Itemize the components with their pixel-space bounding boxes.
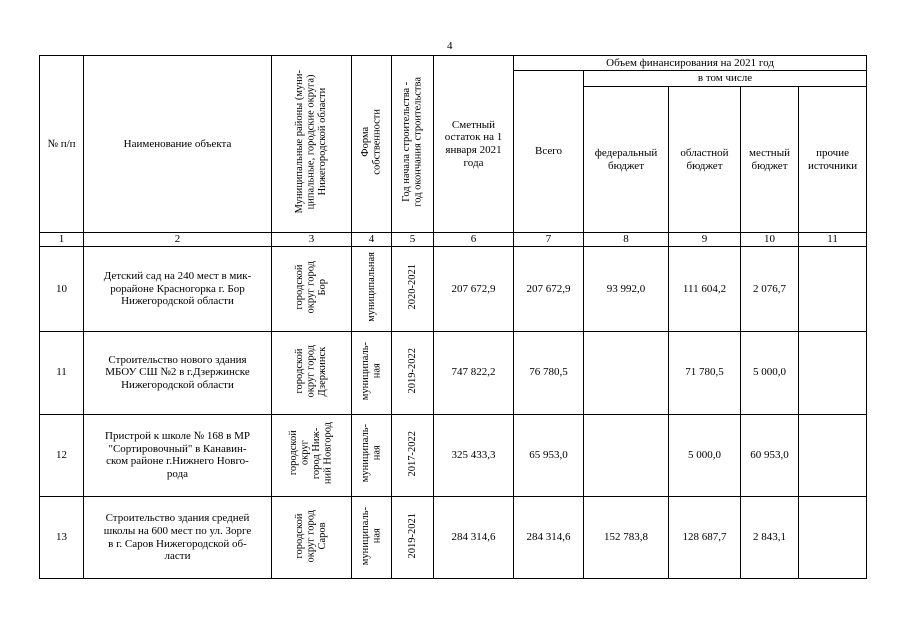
funding-table bbox=[39, 55, 867, 579]
row-estimate: 284 314,6 bbox=[434, 497, 514, 579]
row-years bbox=[392, 331, 434, 414]
row-other bbox=[799, 497, 867, 579]
col-number: 10 bbox=[741, 233, 799, 247]
header-ownership-text: Форма собственности bbox=[359, 109, 383, 176]
col-number: 9 bbox=[669, 233, 741, 247]
row-name: Детский сад на 240 мест в мик- рорайоне Красногорка г. Бор Нижегородской области bbox=[84, 247, 272, 332]
row-district bbox=[272, 414, 352, 497]
row-years-text: 2019-2021 bbox=[406, 513, 418, 559]
col-number: 5 bbox=[392, 233, 434, 247]
header-years bbox=[392, 56, 434, 233]
col-number: 1 bbox=[40, 233, 84, 247]
col-number: 7 bbox=[514, 233, 584, 247]
page-number: 4 bbox=[447, 40, 453, 52]
header-estimate: Сметный остаток на 1 января 2021 года bbox=[434, 56, 514, 233]
row-local: 2 843,1 bbox=[741, 497, 799, 579]
row-ownership-text: муниципаль- ная bbox=[359, 424, 383, 483]
row-regional: 71 780,5 bbox=[669, 331, 741, 414]
row-regional: 111 604,2 bbox=[669, 247, 741, 332]
row-num: 11 bbox=[40, 331, 84, 414]
row-regional: 128 687,7 bbox=[669, 497, 741, 579]
row-federal bbox=[584, 331, 669, 414]
row-district-text: городской округ город Дзержинск bbox=[294, 344, 329, 398]
row-ownership bbox=[352, 247, 392, 332]
row-district bbox=[272, 497, 352, 579]
header-funding-group: Объем финансирования на 2021 год bbox=[514, 56, 867, 71]
col-number: 3 bbox=[272, 233, 352, 247]
col-number: 6 bbox=[434, 233, 514, 247]
row-regional: 5 000,0 bbox=[669, 414, 741, 497]
row-local: 5 000,0 bbox=[741, 331, 799, 414]
row-years bbox=[392, 497, 434, 579]
header-ownership bbox=[352, 56, 392, 233]
row-ownership bbox=[352, 414, 392, 497]
row-years-text: 2017-2022 bbox=[406, 430, 418, 477]
header-name: Наименование объекта bbox=[84, 56, 272, 233]
table-row bbox=[40, 247, 867, 332]
row-ownership-text: муниципаль- ная bbox=[359, 341, 383, 400]
row-num: 10 bbox=[40, 247, 84, 332]
row-estimate: 207 672,9 bbox=[434, 247, 514, 332]
row-district-text: городской округ город Саров bbox=[294, 509, 329, 563]
header-federal: федеральный бюджет bbox=[584, 87, 669, 233]
row-district bbox=[272, 247, 352, 332]
row-num: 12 bbox=[40, 414, 84, 497]
row-local: 2 076,7 bbox=[741, 247, 799, 332]
row-years bbox=[392, 247, 434, 332]
row-total: 207 672,9 bbox=[514, 247, 584, 332]
row-ownership bbox=[352, 497, 392, 579]
column-number-row bbox=[40, 233, 867, 247]
row-name: Строительство нового здания МБОУ СШ №2 в г.Дзержинске Нижегородской области bbox=[84, 331, 272, 414]
header-district bbox=[272, 56, 352, 233]
row-num: 13 bbox=[40, 497, 84, 579]
row-total: 284 314,6 bbox=[514, 497, 584, 579]
row-federal bbox=[584, 414, 669, 497]
row-other bbox=[799, 331, 867, 414]
row-total: 76 780,5 bbox=[514, 331, 584, 414]
row-federal: 93 992,0 bbox=[584, 247, 669, 332]
header-local: местный бюджет bbox=[741, 87, 799, 233]
header-other: прочие источники bbox=[799, 87, 867, 233]
table-row bbox=[40, 497, 867, 579]
row-other bbox=[799, 247, 867, 332]
row-estimate: 325 433,3 bbox=[434, 414, 514, 497]
header-district-text: Муниципальные районы (муни- ципальные, городские округа) Нижегородской области bbox=[294, 70, 329, 214]
row-ownership-text: муниципальная bbox=[365, 252, 377, 322]
col-number: 4 bbox=[352, 233, 392, 247]
header-including: в том числе bbox=[584, 71, 867, 87]
header-years-text: Год начала строительства - год окончания строительства bbox=[400, 77, 424, 208]
header-total: Всего bbox=[514, 71, 584, 233]
row-estimate: 747 822,2 bbox=[434, 331, 514, 414]
row-district bbox=[272, 331, 352, 414]
row-years-text: 2020-2021 bbox=[406, 264, 418, 310]
row-years-text: 2019-2022 bbox=[406, 348, 418, 394]
row-ownership-text: муниципаль- ная bbox=[359, 506, 383, 565]
row-district-text: городской округ город Ниж- ний Новгород bbox=[288, 422, 335, 485]
row-years bbox=[392, 414, 434, 497]
row-local: 60 953,0 bbox=[741, 414, 799, 497]
col-number: 8 bbox=[584, 233, 669, 247]
row-district-text: городской округ город Бор bbox=[294, 260, 329, 314]
row-ownership bbox=[352, 331, 392, 414]
row-name: Пристрой к школе № 168 в МР "Сортировочный" в Канавин- ском районе г.Нижнего Новго- рода bbox=[84, 414, 272, 497]
table-row bbox=[40, 331, 867, 414]
row-total: 65 953,0 bbox=[514, 414, 584, 497]
header-num: № п/п bbox=[40, 56, 84, 233]
header-regional: областной бюджет bbox=[669, 87, 741, 233]
col-number: 2 bbox=[84, 233, 272, 247]
table-row bbox=[40, 414, 867, 497]
row-other bbox=[799, 414, 867, 497]
row-name: Строительство здания средней школы на 600 мест по ул. Зорге в г. Саров Нижегородской об- ласти bbox=[84, 497, 272, 579]
row-federal: 152 783,8 bbox=[584, 497, 669, 579]
col-number: 11 bbox=[799, 233, 867, 247]
